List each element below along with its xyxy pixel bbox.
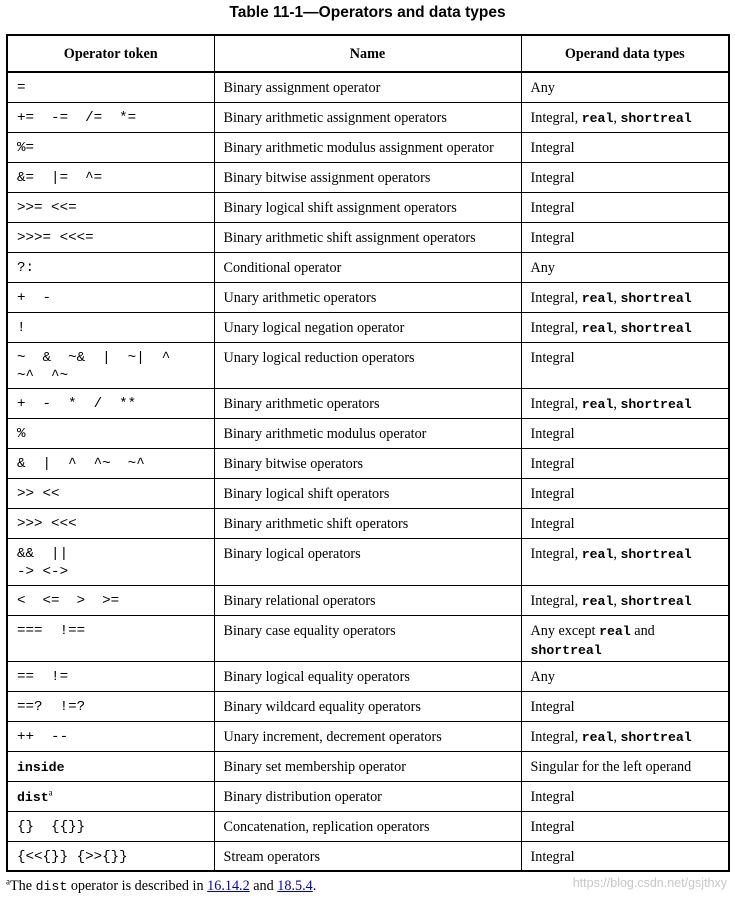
table-row [7,811,729,841]
cell-operator-token: = [7,72,214,102]
cell-operand-data-types: Integral, real, shortreal [521,282,729,312]
footnote-text-before: The [10,878,36,894]
footnote-text-after: . [312,878,317,894]
table-row [7,418,729,448]
header-operand-data-types: Operand data types [521,35,729,72]
table-row [7,192,729,222]
header-name: Name [214,35,521,72]
cell-operand-data-types: Integral, real, shortreal [521,102,729,132]
cell-operand-data-types: Integral [521,508,729,538]
footnote-text-and: and [249,878,278,894]
cell-name: Concatenation, replication operators [214,811,521,841]
cell-operator-token: && || -> <-> [7,538,214,585]
cell-operator-token: === !== [7,615,214,661]
keyword: real [581,729,614,745]
keyword: real [581,290,614,306]
cell-operand-data-types: Integral, real, shortreal [521,312,729,342]
cell-name: Binary arithmetic shift operators [214,508,521,538]
table-row [7,841,729,871]
table-row [7,721,729,751]
table-row [7,342,729,388]
cell-operand-data-types: Integral [521,478,729,508]
keyword: shortreal [620,290,692,306]
cell-name: Binary arithmetic operators [214,388,521,418]
cell-operator-token: {<<{}} {>>{}} [7,841,214,871]
cell-name: Binary set membership operator [214,751,521,781]
table-row [7,538,729,585]
cell-operator-token: >>= <<= [7,192,214,222]
cell-name: Binary bitwise operators [214,448,521,478]
cell-operand-data-types: Integral [521,691,729,721]
keyword: dist [17,789,49,805]
cell-operator-token [7,751,214,781]
cell-operand-data-types: Integral [521,132,729,162]
table-row [7,72,729,102]
keyword: real [581,593,614,609]
keyword: shortreal [620,729,692,745]
table-row [7,508,729,538]
header-row [7,35,729,72]
footnote-keyword: dist [35,879,68,894]
table-row [7,162,729,192]
footnote [6,877,316,896]
cell-name: Stream operators [214,841,521,871]
cell-operator-token: += -= /= *= [7,102,214,132]
watermark: https://blog.csdn.net/gsjthxy [572,876,727,890]
keyword: shortreal [620,110,692,126]
table-row [7,661,729,691]
cell-operator-token: {} {{}} [7,811,214,841]
cell-name: Binary bitwise assignment operators [214,162,521,192]
cell-operator-token: + - * / ** [7,388,214,418]
table-row [7,448,729,478]
cell-operator-token: ~ & ~& | ~| ^ ~^ ^~ [7,342,214,388]
cell-name: Binary logical equality operators [214,661,521,691]
cell-operand-data-types: Integral [521,162,729,192]
cell-operand-data-types: Integral [521,418,729,448]
footnote-link-16-14-2[interactable]: 16.14.2 [207,878,250,894]
table-row [7,585,729,615]
cell-name: Binary logical shift operators [214,478,521,508]
cell-operator-token: %= [7,132,214,162]
table-row [7,388,729,418]
cell-name: Binary wildcard equality operators [214,691,521,721]
cell-name: Binary case equality operators [214,615,521,661]
cell-name: Binary arithmetic modulus operator [214,418,521,448]
table-body [7,72,729,871]
table-row [7,691,729,721]
cell-operand-data-types: Integral [521,811,729,841]
keyword: real [581,320,614,336]
cell-operator-token: &= |= ^= [7,162,214,192]
keyword: real [581,110,614,126]
cell-operand-data-types: Any [521,72,729,102]
table-row [7,751,729,781]
cell-operand-data-types: Integral, real, shortreal [521,721,729,751]
cell-operand-data-types: Integral [521,841,729,871]
cell-operand-data-types: Integral [521,781,729,811]
cell-operator-token: & | ^ ^~ ~^ [7,448,214,478]
cell-operator-token: >>> <<< [7,508,214,538]
table-row [7,781,729,811]
cell-operand-data-types: Integral [521,342,729,388]
cell-operator-token: >>>= <<<= [7,222,214,252]
table-row [7,282,729,312]
table-row [7,252,729,282]
cell-operand-data-types: Integral, real, shortreal [521,388,729,418]
cell-name: Conditional operator [214,252,521,282]
header-operator-token: Operator token [7,35,214,72]
keyword: real [581,546,614,562]
cell-operator-token: == != [7,661,214,691]
cell-name: Binary logical shift assignment operators [214,192,521,222]
cell-operand-data-types: Integral [521,222,729,252]
keyword: shortreal [620,396,692,412]
keyword: real [581,396,614,412]
table-row [7,615,729,661]
keyword: shortreal [620,546,692,562]
operators-table [6,34,730,872]
table-title: Table 11-1—Operators and data types [229,4,506,21]
cell-operand-data-types: Any [521,661,729,691]
cell-operand-data-types: Integral, real, shortreal [521,585,729,615]
cell-name: Binary assignment operator [214,72,521,102]
cell-name: Binary arithmetic assignment operators [214,102,521,132]
cell-operand-data-types: Singular for the left operand [521,751,729,781]
cell-operand-data-types: Integral [521,192,729,222]
cell-operator-token: ! [7,312,214,342]
cell-operand-data-types: Any [521,252,729,282]
cell-name: Binary relational operators [214,585,521,615]
keyword: shortreal [620,593,692,609]
table-row [7,222,729,252]
cell-name: Unary increment, decrement operators [214,721,521,751]
cell-operator-token: % [7,418,214,448]
cell-operator-token: >> << [7,478,214,508]
keyword: shortreal [620,320,692,336]
cell-operator-token: < <= > >= [7,585,214,615]
keyword: real [599,623,631,639]
cell-operator-token: ++ -- [7,721,214,751]
cell-name: Unary arithmetic operators [214,282,521,312]
table-row [7,132,729,162]
table-row [7,312,729,342]
footnote-marker: a [48,786,53,797]
keyword: shortreal [530,642,602,658]
cell-operator-token [7,781,214,811]
table-row [7,102,729,132]
cell-name: Binary logical operators [214,538,521,585]
cell-operator-token: ?: [7,252,214,282]
cell-name: Unary logical negation operator [214,312,521,342]
cell-operator-token: ==? !=? [7,691,214,721]
cell-operand-data-types: Integral [521,448,729,478]
cell-name: Binary distribution operator [214,781,521,811]
table-row [7,478,729,508]
cell-operand-data-types: Integral, real, shortreal [521,538,729,585]
footnote-link-18-5-4[interactable]: 18.5.4 [277,878,313,894]
footnote-text-middle: operator is described in [67,878,208,894]
cell-operand-data-types: Any except real and shortreal [521,615,729,661]
keyword: inside [17,759,65,775]
cell-operator-token: + - [7,282,214,312]
cell-name: Unary logical reduction operators [214,342,521,388]
cell-name: Binary arithmetic modulus assignment operator [214,132,521,162]
cell-name: Binary arithmetic shift assignment operators [214,222,521,252]
footnote-marker: a [6,876,10,887]
